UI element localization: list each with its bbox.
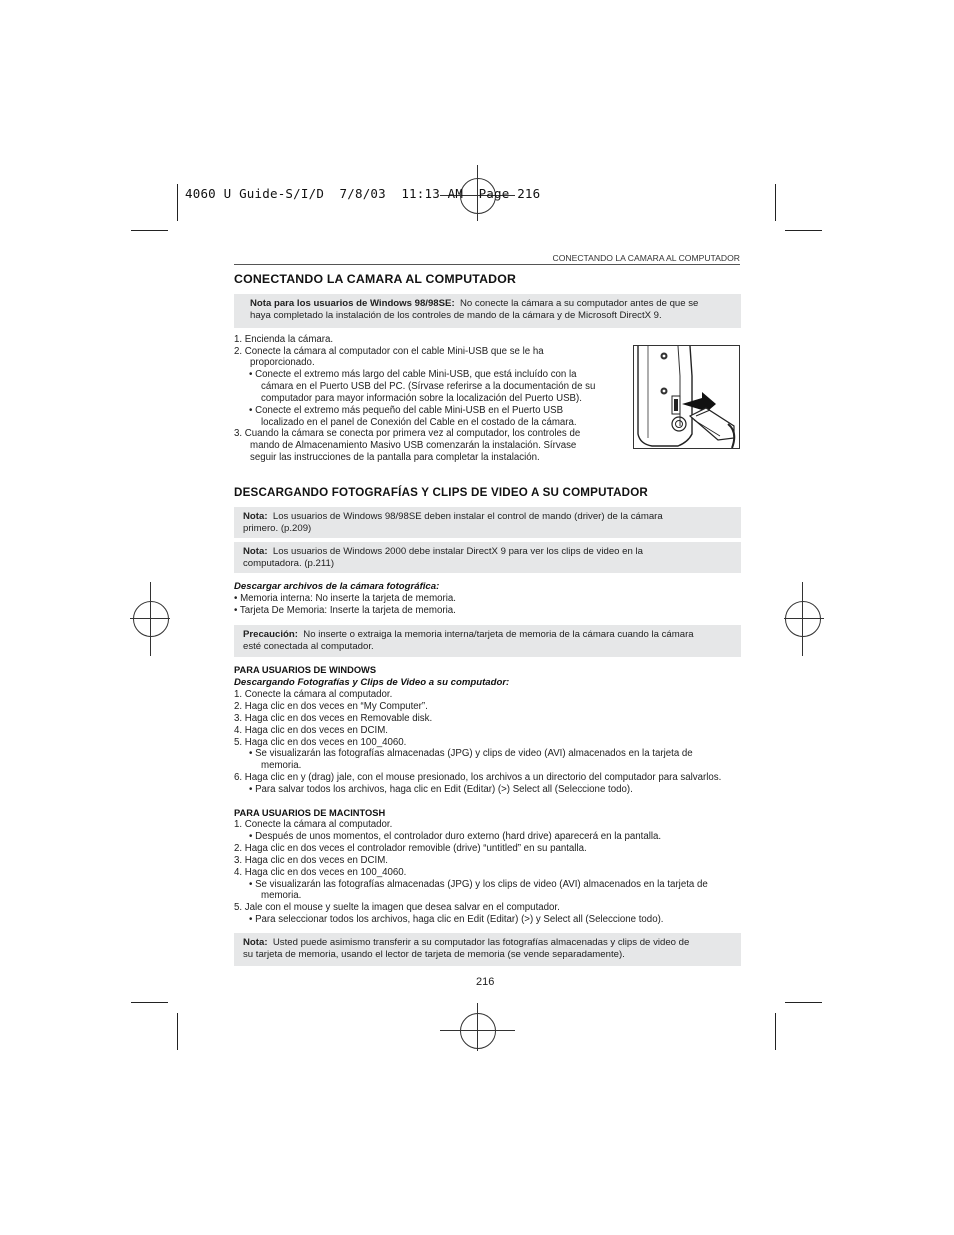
step-line: • Conecte el extremo más largo del cable Mini-USB, que está incluído con la [249,369,577,380]
crop-mark-top-right-h [785,230,822,231]
note-card-reader [234,933,741,966]
note-label: Nota: [243,546,268,557]
step-line: 3. Cuando la cámara se conecta por primera vez al computador, los controles de [234,428,581,439]
camera-usb-illustration [633,345,740,449]
caution-text-2: esté conectada al computador. [243,641,374,652]
note-label: Nota: [243,511,268,522]
list-item: • Tarjeta De Memoria: Inserte la tarjeta de memoria. [234,605,456,616]
step-line: • Se visualizarán las fotografías almacenadas (JPG) y los clips de video (AVI) almacenados en la tarjeta de [249,879,708,890]
running-head: CONECTANDO LA CAMARA AL COMPUTADOR [552,253,740,263]
step-line: • Después de unos momentos, el controlador duro externo (hard drive) aparecerá en la pantalla. [249,831,662,842]
step-line: 3. Haga clic en dos veces en Removable disk. [234,713,433,724]
note-text-1: No conecte la cámara a su computador antes de que se [459,298,699,309]
crop-mark-top-right-v [775,184,776,221]
note-text-2: computadora. (p.211) [243,558,335,569]
caution-label: Precaución: [243,629,298,640]
note-driver [234,507,741,538]
section-title-connect: CONECTANDO LA CAMARA AL COMPUTADOR [234,272,517,286]
note-text-2: primero. (p.209) [243,523,312,534]
mac-users-title: PARA USUARIOS DE MACINTOSH [234,808,386,818]
download-files-title: Descargar archivos de la cámara fotográfica: [234,581,440,592]
note-windows-98 [234,294,741,328]
crop-mark-bottom-right-h [785,1002,822,1003]
step-line: • Para seleccionar todos los archivos, haga clic en Edit (Editar) (>) y Select all (Seleccione todo). [249,914,664,925]
note-directx [234,542,741,573]
note-text-1: Los usuarios de Windows 2000 debe instalar DirectX 9 para ver los clips de video en la [272,546,643,557]
note-label: Nota: [243,937,268,948]
crop-mark-bottom-left-h [131,1002,168,1003]
step-line: 1. Encienda la cámara. [234,334,334,345]
print-slug: 4060 U Guide-S/I/D 7/8/03 11:13 AM Page 216 [185,186,541,201]
step-line: 2. Haga clic en dos veces en “My Computer”. [234,701,428,712]
step-line: • Se visualizarán las fotografías almacenadas (JPG) y clips de video (AVI) almacenados en la tarjeta de [249,748,693,759]
section-title-download: DESCARGANDO FOTOGRAFÍAS Y CLIPS DE VIDEO A SU COMPUTADOR [234,486,649,499]
running-head-rule [234,264,740,265]
note-text-2: haya completado la instalación de los controles de mando de la cámara y de Microsoft DirectX 9. [250,310,662,321]
step-line: mando de Almacenamiento Masivo USB comenzarán la instalación. Sírvase [250,440,577,451]
step-line: proporcionado. [250,357,315,368]
note-caution [234,625,741,657]
caution-text-1: No inserte o extraiga la memoria interna/tarjeta de memoria de la cámara cuando la cámara [303,629,694,640]
windows-users-subtitle: Descargando Fotografías y Clips de Video a su computador: [234,677,510,688]
step-line: memoria. [261,760,302,771]
crop-mark-bottom-left-v [177,1013,178,1050]
step-line: cámara en el Puerto USB del PC. (Sírvase referirse a la documentación de su [261,381,596,392]
crop-mark-top-left-v [177,184,178,221]
step-line: 2. Haga clic en dos veces el controlador removible (drive) “untitled” en su pantalla. [234,843,587,854]
step-line: 3. Haga clic en dos veces en DCIM. [234,855,388,866]
list-item: • Memoria interna: No inserte la tarjeta de memoria. [234,593,456,604]
step-line: 1. Conecte la cámara al computador. [234,689,393,700]
step-line: computador para mayor información sobre la localización del Puerto USB). [261,393,582,404]
crop-mark-bottom-right-v [775,1013,776,1050]
step-line: 4. Haga clic en dos veces en 100_4060. [234,867,407,878]
windows-users-title: PARA USUARIOS DE WINDOWS [234,665,377,675]
step-line: 4. Haga clic en dos veces en DCIM. [234,725,388,736]
step-line: 1. Conecte la cámara al computador. [234,819,393,830]
step-line: 5. Haga clic en dos veces en 100_4060. [234,737,407,748]
page-number: 216 [476,976,495,988]
step-line: • Para salvar todos los archivos, haga clic en Edit (Editar) (>) Select all (Seleccione todo). [249,784,633,795]
note-text-2: su tarjeta de memoria, usando el lector de tarjeta de memoria (se vende separadamente). [243,949,625,960]
step-line: memoria. [261,890,302,901]
step-line: localizado en el panel de Conexión del Cable en el costado de la cámara. [261,417,577,428]
step-line: seguir las instrucciones de la pantalla para completar la instalación. [250,452,540,463]
note-text-1: Usted puede asimismo transferir a su computador las fotografías almacenadas y clips de video de [272,937,690,948]
crop-mark-top-left-h [131,230,168,231]
step-line: 6. Haga clic en y (drag) jale, con el mouse presionado, los archivos a un directorio del computador para salvarlos. [234,772,722,783]
step-line: 2. Conecte la cámara al computador con el cable Mini-USB que se le ha [234,346,544,357]
note-label: Nota para los usuarios de Windows 98/98SE: [250,298,455,309]
step-line: • Conecte el extremo más pequeño del cable Mini-USB en el Puerto USB [249,405,564,416]
step-line: 5. Jale con el mouse y suelte la imagen que desea salvar en el computador. [234,902,560,913]
note-text-1: Los usuarios de Windows 98/98SE deben instalar el control de mando (driver) de la cámara [272,511,663,522]
